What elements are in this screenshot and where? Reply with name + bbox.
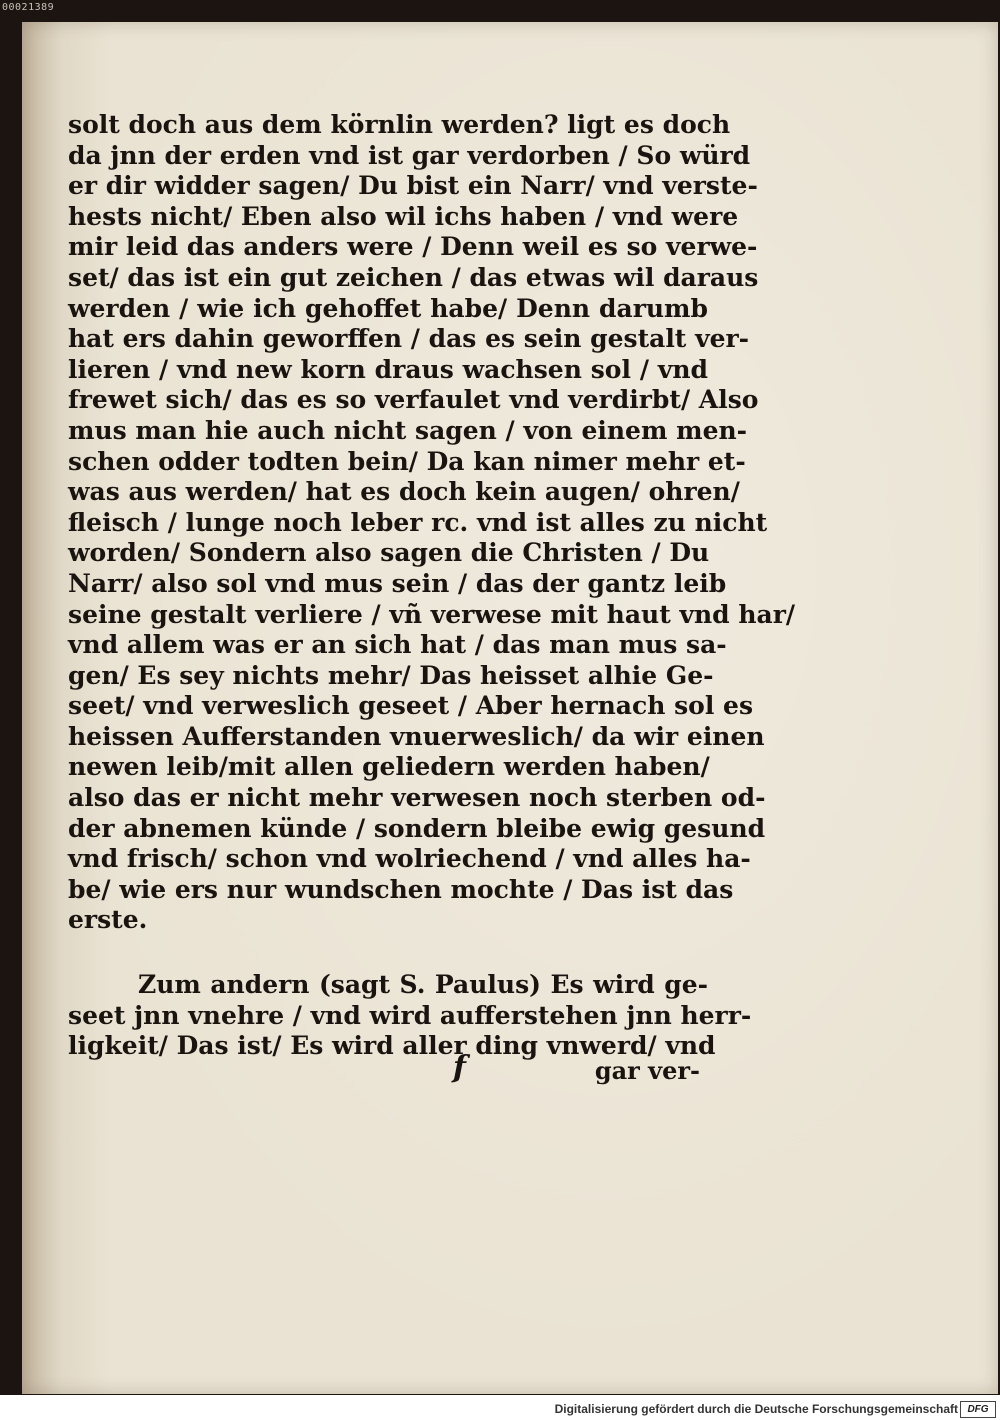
text-line: gen/ Es sey nichts mehr/ Das heisset alhie Ge- [68, 660, 714, 690]
text-line: be/ wie ers nur wundschen mochte / Das ist das [68, 874, 734, 904]
text-line: also das er nicht mehr verwesen noch sterben od- [68, 783, 766, 813]
text-line: Zum andern (sagt S. Paulus) Es wird ge- [138, 970, 708, 1000]
text-line: der abnemen künde / sondern bleibe ewig gesund [68, 813, 766, 843]
signature-mark: f [453, 1050, 466, 1085]
text-line: solt doch aus dem körnlin werden? ligt es doch [68, 110, 731, 139]
text-line: erste. [68, 905, 148, 935]
text-line: heissen Aufferstanden vnuerweslich/ da wir einen [68, 721, 765, 751]
text-line: worden/ Sondern also sagen die Christen / Du [68, 538, 710, 568]
text-line: hests nicht/ Eben also wil ichs haben / vnd were [68, 201, 739, 231]
text-line: seet jnn vnehre / vnd wird aufferstehen jnn herr- [68, 1000, 752, 1030]
text-line: mir leid das anders were / Denn weil es so verwe- [68, 232, 758, 262]
text-line: fleisch / lunge noch leber rc. vnd ist alles zu nicht [68, 507, 768, 537]
text-line: seet/ vnd verweslich geseet / Aber hernach sol es [68, 691, 754, 721]
text-line: newen leib/mit allen geliedern werden haben/ [68, 752, 710, 782]
text-line: da jnn der erden vnd ist gar verdorben / So würd [68, 140, 751, 170]
text-line: ligkeit/ Das ist/ Es wird aller ding vnwerd/ vnd [68, 1031, 716, 1061]
text-line: schen odder todten bein/ Da kan nimer mehr et- [68, 446, 746, 476]
text-line: lieren / vnd new korn draus wachsen sol / vnd [68, 354, 708, 384]
page-footer [68, 1050, 708, 1084]
funding-note: Digitalisierung gefördert durch die Deutsche Forschungsgemeinschaft [554, 1402, 958, 1416]
dfg-logo: DFG [960, 1401, 996, 1418]
text-line: set/ das ist ein gut zeichen / das etwas wil daraus [68, 262, 759, 292]
text-line: vnd allem was er an sich hat / das man mus sa- [68, 630, 727, 660]
text-line: mus man hie auch nicht sagen / von einem men- [68, 415, 748, 445]
scan-id: 00021389 [2, 2, 55, 13]
text-line: hat ers dahin geworffen / das es sein gestalt ver- [68, 324, 750, 354]
text-line: er dir widder sagen/ Du bist ein Narr/ vnd verste- [68, 171, 758, 201]
paragraph-gap [68, 936, 708, 970]
catchword: gar ver- [594, 1056, 700, 1085]
text-line: vnd frisch/ schon vnd wolriechend / vnd alles ha- [68, 844, 751, 874]
funding-bar [0, 1398, 1000, 1420]
text-line: Narr/ also sol vnd mus sein / das der gantz leib [68, 568, 727, 598]
text-line: seine gestalt verliere / vñ verwese mit haut vnd har/ [68, 599, 796, 629]
body-text [68, 110, 796, 1062]
text-line: werden / wie ich gehoffet habe/ Denn darumb [68, 293, 708, 323]
text-line: was aus werden/ hat es doch kein augen/ ohren/ [68, 477, 740, 507]
text-line: frewet sich/ das es so verfaulet vnd verdirbt/ Also [68, 385, 759, 415]
